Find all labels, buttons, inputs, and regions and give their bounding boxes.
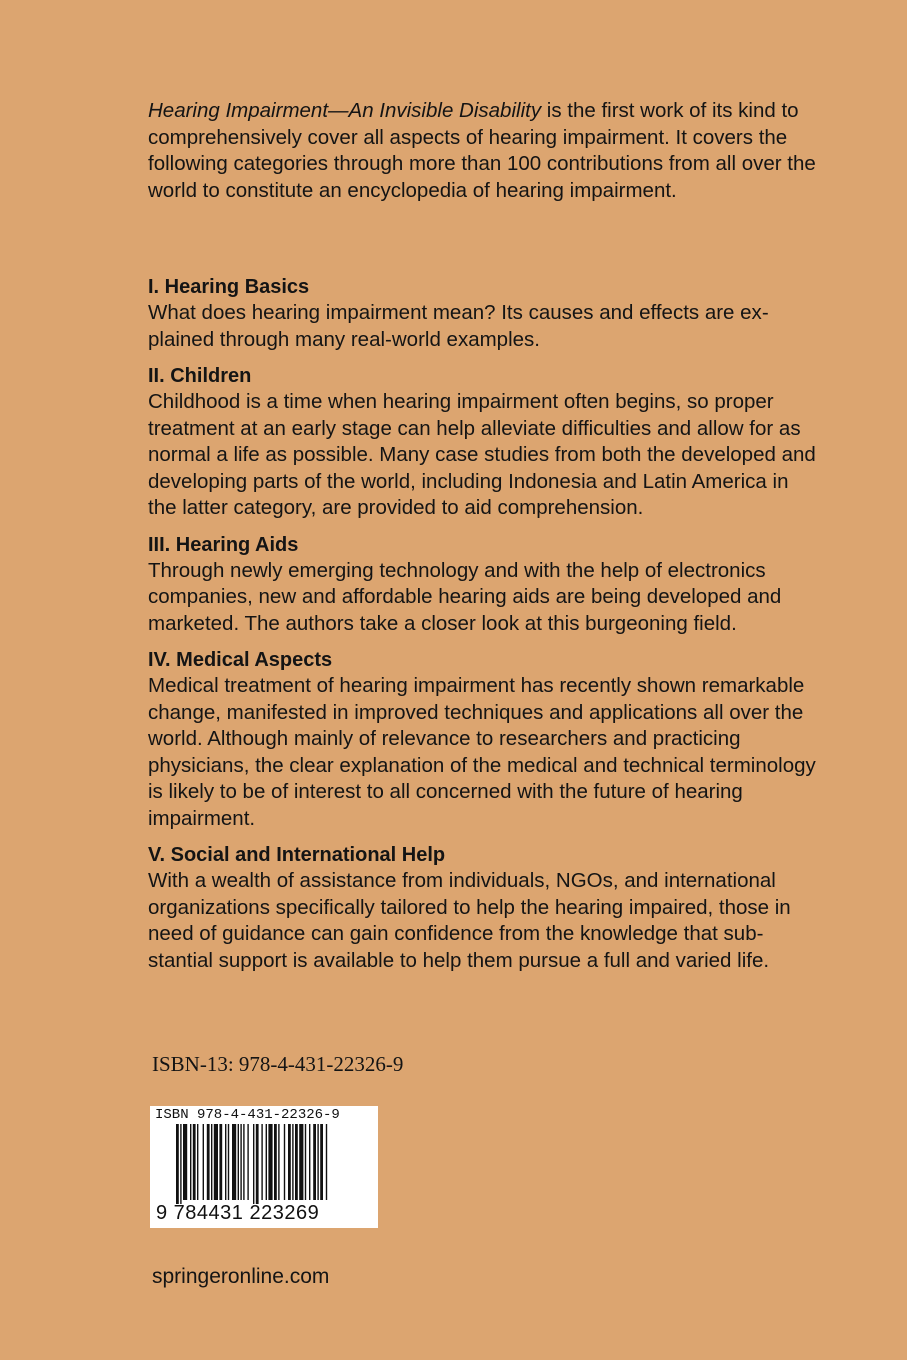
barcode-bar	[193, 1124, 196, 1200]
barcode-bar	[274, 1124, 277, 1200]
barcode-bar	[240, 1124, 241, 1200]
barcode-bar	[232, 1124, 236, 1200]
barcode-bar	[214, 1124, 218, 1200]
section-body: Medical treatment of hearing impairment has recently shown remarkable change, manifested in improved techniques and applications all over the world. Although mainly of relevance to researchers and practicing physicians, the clear explanation of the medical and technical terminology is likely to be of interest to all concerned with the future of hearing impairment.	[148, 674, 816, 830]
intro-paragraph	[148, 98, 818, 204]
section-body: Through newly emerging technology and with the help of electronics companies, new and affordable hearing aids are being developed and marketed. The authors take a closer look at this burgeoning field.	[148, 558, 782, 635]
section-children	[148, 363, 818, 522]
section-heading: V. Social and International Help	[148, 844, 446, 866]
barcode	[150, 1106, 378, 1228]
barcode-bar	[219, 1124, 222, 1200]
barcode-bar	[225, 1124, 226, 1200]
section-heading: II. Children	[148, 365, 252, 387]
barcode-bar	[326, 1124, 327, 1200]
barcode-bar	[266, 1124, 267, 1200]
barcode-bar	[207, 1124, 210, 1200]
section-medical-aspects	[148, 647, 818, 832]
barcode-bar	[292, 1124, 293, 1200]
section-body: With a wealth of assistance from individuals, NGOs, and international organizations specifically tailored to help the hearing impaired, those in need of guidance can gain confidence from the knowledge that substantial support is available to help them pursue a full and varied life.	[148, 869, 791, 972]
barcode-bar	[256, 1124, 259, 1204]
category-sections	[148, 274, 818, 984]
barcode-bar	[317, 1124, 318, 1200]
barcode-bar	[295, 1124, 298, 1200]
section-body: Childhood is a time when hearing impairment often begins, so proper treatment at an early stage can help alleviate difficulties and allow for as normal a life as possible. Many case studies from both the developed and developing parts of the world, including Indonesia and Latin America in the latter category, are provided to aid comprehension.	[148, 390, 816, 519]
barcode-bar	[284, 1124, 285, 1200]
section-heading: III. Hearing Aids	[148, 533, 299, 556]
barcode-bar	[299, 1124, 303, 1200]
barcode-bar	[228, 1124, 229, 1200]
barcode-digits: 9 784431 223269	[156, 1202, 320, 1224]
section-heading: IV. Medical Aspects	[148, 649, 333, 671]
section-hearing-aids	[148, 532, 818, 638]
barcode-bars	[150, 1124, 378, 1204]
section-social-international-help	[148, 842, 818, 974]
section-body: What does hearing impairment mean? Its causes and effects are explained through many real-world examples.	[148, 301, 769, 351]
book-title: Hearing Impairment—An Invisible Disability	[148, 99, 542, 122]
barcode-bar	[313, 1124, 316, 1200]
barcode-bar	[309, 1124, 310, 1200]
barcode-bar	[190, 1124, 191, 1200]
barcode-bar	[211, 1124, 212, 1200]
section-heading: I. Hearing Basics	[148, 276, 310, 298]
barcode-bar	[305, 1124, 306, 1200]
website-url: springeronline.com	[152, 1265, 330, 1288]
barcode-bar	[197, 1124, 198, 1200]
section-hearing-basics	[148, 274, 818, 353]
barcode-bar	[261, 1124, 262, 1200]
barcode-bar	[288, 1124, 291, 1200]
barcode-isbn-text: ISBN 978-4-431-22326-9	[155, 1107, 340, 1123]
barcode-bar	[247, 1124, 248, 1200]
barcode-bar	[176, 1124, 179, 1204]
barcode-bar	[253, 1124, 254, 1204]
barcode-bar	[320, 1124, 323, 1200]
barcode-bar	[203, 1124, 204, 1200]
barcode-bar	[278, 1124, 279, 1200]
isbn-number: ISBN-13: 978-4-431-22326-9	[152, 1052, 404, 1076]
intro-text: is the first work of its kind to comprehensively cover all aspects of hearing impairment. It covers the following categories through more than 100 contributions from all over the world to constitute an encyclopedia of hearing impairment.	[148, 99, 816, 202]
barcode-bar	[268, 1124, 272, 1200]
barcode-bar	[183, 1124, 187, 1200]
barcode-bar	[238, 1124, 239, 1200]
barcode-bar	[243, 1124, 244, 1200]
barcode-bar	[180, 1124, 181, 1204]
